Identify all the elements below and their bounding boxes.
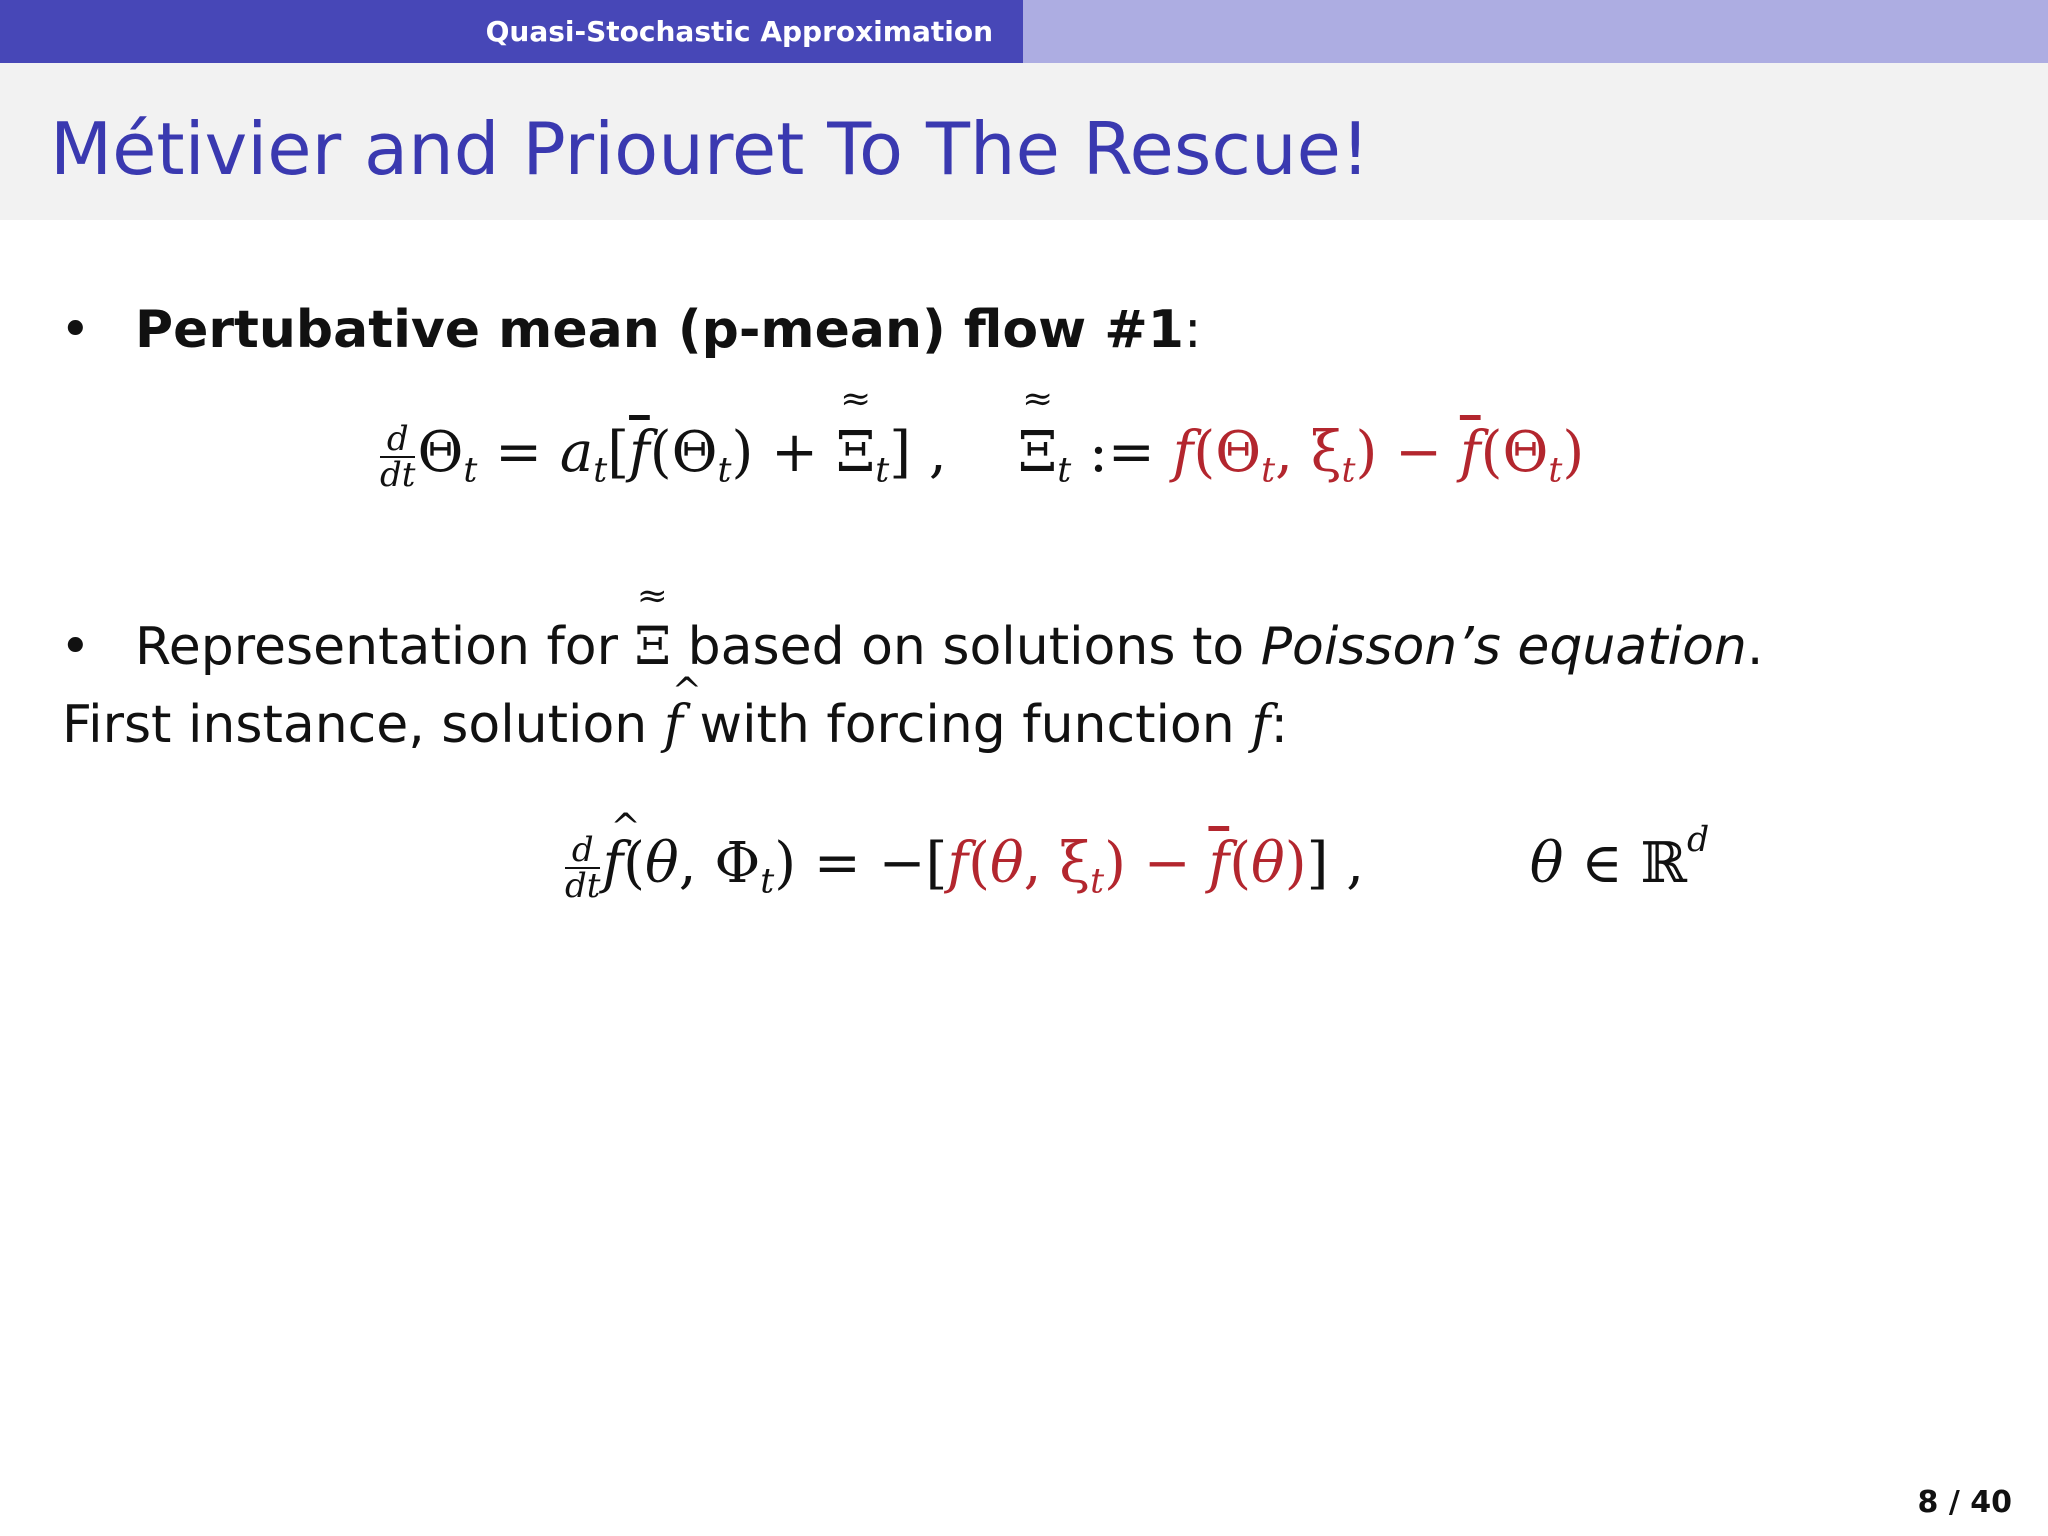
equation-2: $\frac{d}{dt}$ ^ f(θ, $\Phi_t) = -[f(\theta$, $\xi_t) - \overline{f}(\theta)$] , θ ∈ ℝ$^d$ (565, 820, 1709, 903)
bullet-1 (135, 300, 1202, 360)
section-title: Quasi-Stochastic Approximation (0, 0, 1023, 63)
slide-title: Métivier and Priouret To The Rescue! (50, 107, 1370, 191)
bullet-1-heading: Pertubative mean (p-mean) flow #1 (135, 300, 1184, 360)
bullet-2: Representation for ≈ Ξ based on solutions to Poisson’s equation. (135, 617, 1763, 677)
line-2-colon: : (1270, 695, 1289, 755)
line-2-text-a: First instance, solution (62, 695, 664, 755)
header-bar (0, 0, 2048, 63)
bullet-1-colon: : (1184, 300, 1202, 360)
equation-1: $\frac{d}{dt}$ $\Theta_t = a_t[\overline{f}(\Theta_t)$ + ≈ $\Xi_t$] , ≈ $\Xi_t$ := $f(\Theta_t$, $\xi_t) - \overline{f}(\Theta_t)$ (380, 420, 1584, 492)
bullet-2-italic: Poisson’s equation (1260, 617, 1747, 677)
line-2-text-b: with forcing function (683, 695, 1252, 755)
page-number: 8 / 40 (1917, 1485, 2012, 1520)
bullet-2-text-a: Representation for (135, 617, 635, 677)
bullet-dot-2: • (60, 617, 91, 677)
header-filler (1023, 0, 2048, 63)
bullet-2-text-b: based on solutions to (671, 617, 1261, 677)
title-bar (0, 63, 2048, 220)
bullet-2-period: . (1746, 617, 1764, 677)
bullet-dot-1: • (60, 300, 91, 360)
eq2-derivative: $\frac{d}{dt}$ (565, 829, 601, 906)
eq1-derivative: $\frac{d}{dt}$ (380, 418, 416, 495)
bullet-2-continuation: First instance, solution ^ f with forcing function f: (62, 695, 1288, 755)
